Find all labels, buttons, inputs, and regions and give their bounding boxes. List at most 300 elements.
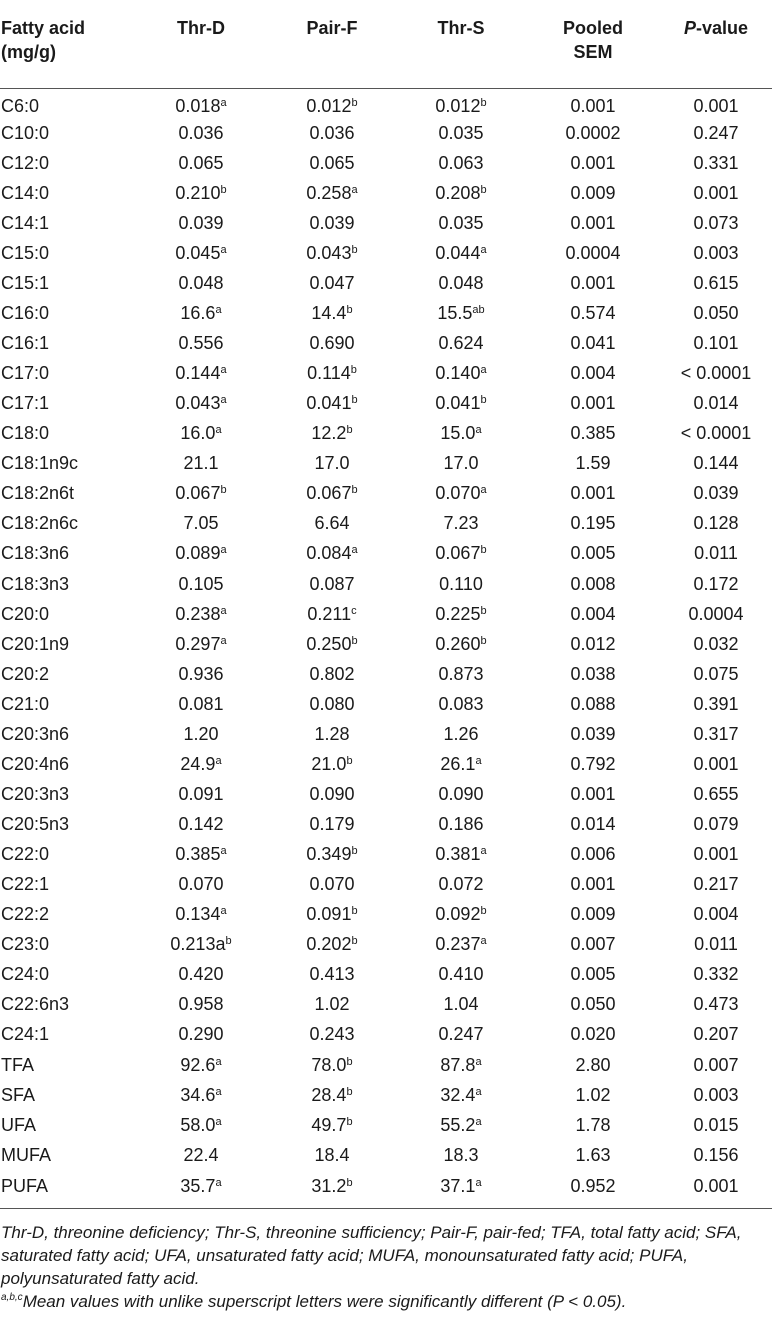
cell-thr-d xyxy=(134,779,268,809)
cell-pair-f-value: 0.114 xyxy=(307,363,351,384)
cell-thr-d-value: 0.089 xyxy=(175,543,221,564)
cell-p-value xyxy=(660,1050,772,1080)
cell-thr-d-value: 0.065 xyxy=(178,152,224,173)
cell-fatty-acid xyxy=(0,1080,134,1110)
cell-thr-s-value: 0.072 xyxy=(438,874,484,895)
cell-thr-d xyxy=(134,900,268,930)
cell-pooled-sem-value: 0.005 xyxy=(570,543,616,564)
cell-p-value xyxy=(660,479,772,509)
cell-pair-f xyxy=(268,840,396,870)
cell-p-value-value: 0.015 xyxy=(693,1114,739,1135)
cell-thr-s-value: 15.0 xyxy=(440,423,476,444)
cell-fatty-acid-value: SFA xyxy=(1,1084,36,1105)
cell-fatty-acid xyxy=(0,779,134,809)
table-row xyxy=(0,178,772,208)
cell-fatty-acid xyxy=(0,148,134,178)
cell-pooled-sem-value: 0.020 xyxy=(570,1024,616,1045)
cell-pooled-sem-value: 0.004 xyxy=(570,363,616,384)
cell-pooled-sem xyxy=(526,960,660,990)
cell-thr-s xyxy=(396,389,526,419)
cell-thr-d-value: 0.213a xyxy=(170,934,226,955)
table-row xyxy=(0,268,772,298)
cell-p-value-value: 0.001 xyxy=(693,1175,739,1196)
cell-thr-d-value: 58.0 xyxy=(180,1114,216,1135)
cell-fatty-acid xyxy=(0,479,134,509)
cell-thr-d xyxy=(134,449,268,479)
cell-p-value-value: 0.172 xyxy=(693,573,739,594)
cell-p-value xyxy=(660,1170,772,1208)
cell-p-value xyxy=(660,930,772,960)
cell-thr-d-value: 21.1 xyxy=(183,453,219,474)
cell-fatty-acid xyxy=(0,1020,134,1050)
cell-pair-f-value: 0.036 xyxy=(309,122,355,143)
cell-thr-s-value: 0.140 xyxy=(435,363,481,384)
superscript-letter: b xyxy=(346,754,353,767)
cell-p-value-value: 0.332 xyxy=(693,964,739,985)
cell-pooled-sem-value: 0.001 xyxy=(570,272,616,293)
cell-p-value xyxy=(660,1110,772,1140)
cell-p-value-value: 0.0004 xyxy=(688,603,744,624)
cell-fatty-acid-value: C22:2 xyxy=(1,904,50,925)
cell-fatty-acid xyxy=(0,629,134,659)
superscript-letter: b xyxy=(351,96,358,109)
cell-fatty-acid-value: C23:0 xyxy=(1,934,50,955)
superscript-letter: b xyxy=(346,424,353,437)
cell-fatty-acid-value: C17:0 xyxy=(1,363,50,384)
footnote-abbreviations: Thr-D, threonine deficiency; Thr-S, threonine sufficiency; Pair-F, pair-fed; TFA, total fatty acid; SFA, saturated fatty acid; UFA, unsaturated fatty acid; MUFA, monounsaturated fatty acid; PUFA, polyunsaturated fatty acid. xyxy=(1,1223,742,1289)
cell-thr-s-value: 17.0 xyxy=(443,453,479,474)
cell-pair-f-value: 0.091 xyxy=(306,904,352,925)
cell-p-value xyxy=(660,659,772,689)
cell-thr-d xyxy=(134,870,268,900)
cell-pair-f xyxy=(268,329,396,359)
cell-fatty-acid-value: C18:2n6c xyxy=(1,513,79,534)
cell-thr-d xyxy=(134,148,268,178)
cell-pair-f-value: 0.690 xyxy=(309,333,355,354)
table-row xyxy=(0,479,772,509)
cell-pair-f-value: 0.012 xyxy=(306,95,352,116)
cell-pooled-sem-value: 0.001 xyxy=(570,874,616,895)
cell-thr-s-value: 15.5 xyxy=(437,302,473,323)
cell-pooled-sem-value: 0.001 xyxy=(570,212,616,233)
table-row xyxy=(0,870,772,900)
cell-pooled-sem-value: 0.385 xyxy=(570,423,616,444)
cell-fatty-acid xyxy=(0,389,134,419)
cell-thr-d xyxy=(134,88,268,118)
cell-p-value xyxy=(660,389,772,419)
cell-thr-s xyxy=(396,900,526,930)
cell-fatty-acid-value: C18:3n3 xyxy=(1,573,70,594)
footnote-significance-text: Mean values with unlike superscript letters were significantly different (P < 0.05). xyxy=(22,1292,627,1312)
cell-thr-d xyxy=(134,298,268,328)
table-row xyxy=(0,659,772,689)
table-body xyxy=(0,88,772,1208)
cell-pooled-sem-value: 0.050 xyxy=(570,994,616,1015)
cell-pair-f xyxy=(268,870,396,900)
cell-fatty-acid xyxy=(0,1110,134,1140)
cell-thr-s xyxy=(396,719,526,749)
cell-pooled-sem-value: 2.80 xyxy=(575,1054,611,1075)
cell-p-value-value: 0.331 xyxy=(693,152,739,173)
superscript-letter: b xyxy=(480,604,487,617)
header-p-rest: -value xyxy=(695,18,749,38)
cell-p-value-value: 0.391 xyxy=(693,693,739,714)
cell-thr-s xyxy=(396,539,526,569)
cell-fatty-acid xyxy=(0,870,134,900)
table-row xyxy=(0,840,772,870)
cell-fatty-acid xyxy=(0,329,134,359)
cell-fatty-acid xyxy=(0,930,134,960)
cell-pair-f-value: 0.349 xyxy=(306,844,352,865)
superscript-letter: a xyxy=(215,1085,222,1098)
cell-p-value xyxy=(660,449,772,479)
superscript-letter: b xyxy=(351,484,358,497)
cell-fatty-acid-value: C20:0 xyxy=(1,603,50,624)
cell-pooled-sem xyxy=(526,569,660,599)
cell-thr-d xyxy=(134,569,268,599)
table-footnote xyxy=(0,1208,772,1313)
cell-pair-f xyxy=(268,389,396,419)
cell-pooled-sem xyxy=(526,749,660,779)
cell-p-value xyxy=(660,689,772,719)
cell-fatty-acid xyxy=(0,1170,134,1208)
cell-p-value xyxy=(660,900,772,930)
cell-pair-f xyxy=(268,990,396,1020)
cell-p-value-value: 0.011 xyxy=(694,934,738,955)
cell-fatty-acid xyxy=(0,689,134,719)
cell-thr-s-value: 0.110 xyxy=(439,573,483,594)
cell-p-value xyxy=(660,840,772,870)
cell-pooled-sem-value: 0.088 xyxy=(570,693,616,714)
header-p-italic: P xyxy=(683,18,696,38)
cell-fatty-acid-value: UFA xyxy=(1,1114,37,1135)
superscript-letter: b xyxy=(346,1055,353,1068)
superscript-letter: b xyxy=(346,1115,353,1128)
cell-fatty-acid-value: MUFA xyxy=(1,1144,52,1165)
cell-pair-f xyxy=(268,1050,396,1080)
cell-thr-s xyxy=(396,1110,526,1140)
cell-p-value-value: 0.615 xyxy=(693,272,739,293)
cell-thr-d xyxy=(134,419,268,449)
table-row xyxy=(0,1020,772,1050)
cell-thr-d-value: 0.018 xyxy=(175,95,221,116)
cell-p-value-value: 0.050 xyxy=(693,302,739,323)
superscript-letter: a xyxy=(220,905,227,918)
cell-fatty-acid xyxy=(0,810,134,840)
cell-pooled-sem-value: 0.0004 xyxy=(565,242,621,263)
cell-p-value xyxy=(660,569,772,599)
cell-thr-d-value: 0.091 xyxy=(178,783,224,804)
table-row xyxy=(0,1140,772,1170)
superscript-letter: b xyxy=(351,243,358,256)
cell-pair-f xyxy=(268,208,396,238)
cell-pooled-sem-value: 1.59 xyxy=(575,453,611,474)
table-row xyxy=(0,148,772,178)
cell-p-value xyxy=(660,870,772,900)
cell-thr-s xyxy=(396,960,526,990)
cell-thr-s xyxy=(396,419,526,449)
cell-pooled-sem-value: 0.001 xyxy=(570,152,616,173)
cell-fatty-acid-value: C20:4n6 xyxy=(1,753,70,774)
cell-thr-d xyxy=(134,659,268,689)
superscript-letter: a xyxy=(480,243,487,256)
cell-pair-f-value: 0.413 xyxy=(309,964,355,985)
cell-pooled-sem-value: 0.007 xyxy=(570,934,616,955)
cell-thr-d-value: 16.6 xyxy=(180,302,216,323)
cell-pair-f xyxy=(268,479,396,509)
cell-p-value xyxy=(660,749,772,779)
cell-p-value xyxy=(660,539,772,569)
cell-p-value-value: 0.001 xyxy=(693,182,739,203)
superscript-letter: ab xyxy=(472,303,485,316)
cell-p-value-value: 0.001 xyxy=(693,844,739,865)
cell-thr-s-value: 0.225 xyxy=(435,603,481,624)
cell-fatty-acid xyxy=(0,719,134,749)
cell-thr-d-value: 0.144 xyxy=(175,363,221,384)
cell-pooled-sem-value: 0.001 xyxy=(570,393,616,414)
cell-pair-f-value: 14.4 xyxy=(311,302,347,323)
cell-thr-s xyxy=(396,208,526,238)
cell-thr-s xyxy=(396,148,526,178)
cell-fatty-acid-value: C24:1 xyxy=(1,1024,50,1045)
cell-pair-f xyxy=(268,900,396,930)
cell-thr-d xyxy=(134,359,268,389)
cell-p-value-value: 0.101 xyxy=(693,333,739,354)
superscript-letter: a xyxy=(220,845,227,858)
cell-fatty-acid-value: C12:0 xyxy=(1,152,50,173)
cell-thr-d-value: 0.297 xyxy=(175,633,221,654)
cell-pair-f-value: 12.2 xyxy=(311,423,347,444)
cell-thr-s-value: 0.048 xyxy=(438,272,484,293)
cell-p-value-value: 0.001 xyxy=(693,95,739,116)
cell-p-value-value: 0.003 xyxy=(693,242,739,263)
cell-fatty-acid xyxy=(0,359,134,389)
table-row xyxy=(0,629,772,659)
cell-thr-d xyxy=(134,990,268,1020)
superscript-letter: b xyxy=(351,905,358,918)
cell-fatty-acid xyxy=(0,990,134,1020)
cell-thr-s xyxy=(396,449,526,479)
cell-thr-s-value: 0.260 xyxy=(435,633,481,654)
cell-pooled-sem xyxy=(526,1080,660,1110)
cell-thr-d xyxy=(134,599,268,629)
cell-pair-f xyxy=(268,629,396,659)
cell-thr-s-value: 0.381 xyxy=(435,844,481,865)
cell-pair-f-value: 21.0 xyxy=(311,753,347,774)
cell-fatty-acid xyxy=(0,749,134,779)
cell-pooled-sem xyxy=(526,719,660,749)
header-fatty-acid xyxy=(0,0,134,88)
table-row xyxy=(0,719,772,749)
cell-pooled-sem-value: 0.039 xyxy=(570,723,616,744)
cell-pooled-sem-value: 1.63 xyxy=(575,1144,611,1165)
cell-thr-s xyxy=(396,840,526,870)
superscript-letter: a xyxy=(475,1085,482,1098)
cell-pooled-sem-value: 0.014 xyxy=(570,814,616,835)
cell-thr-d xyxy=(134,930,268,960)
cell-fatty-acid-value: C16:1 xyxy=(1,333,50,354)
superscript-letter: a xyxy=(475,1055,482,1068)
table-row xyxy=(0,1170,772,1208)
cell-thr-d-value: 0.290 xyxy=(178,1024,224,1045)
cell-pooled-sem xyxy=(526,689,660,719)
cell-p-value-value: 0.473 xyxy=(693,994,739,1015)
cell-thr-s xyxy=(396,1050,526,1080)
cell-thr-s-value: 0.208 xyxy=(435,182,481,203)
superscript-letter: a xyxy=(351,183,358,196)
cell-fatty-acid-value: C22:1 xyxy=(1,874,50,895)
cell-thr-d-value: 92.6 xyxy=(180,1054,216,1075)
cell-pooled-sem xyxy=(526,1110,660,1140)
cell-thr-s-value: 1.04 xyxy=(443,994,479,1015)
cell-fatty-acid-value: C18:2n6t xyxy=(1,483,75,504)
cell-fatty-acid xyxy=(0,509,134,539)
cell-pair-f-value: 0.041 xyxy=(306,393,352,414)
table-row xyxy=(0,1080,772,1110)
cell-fatty-acid-value: C22:0 xyxy=(1,844,50,865)
cell-thr-d-value: 0.043 xyxy=(175,393,221,414)
cell-pair-f xyxy=(268,118,396,148)
superscript-letter: b xyxy=(480,905,487,918)
cell-pooled-sem xyxy=(526,810,660,840)
table-row xyxy=(0,419,772,449)
cell-p-value xyxy=(660,1020,772,1050)
cell-thr-d xyxy=(134,1170,268,1208)
cell-pair-f-value: 0.211 xyxy=(307,603,352,624)
cell-thr-s xyxy=(396,779,526,809)
cell-thr-s xyxy=(396,870,526,900)
cell-pair-f xyxy=(268,719,396,749)
superscript-letter: b xyxy=(220,183,227,196)
cell-pooled-sem xyxy=(526,148,660,178)
superscript-letter: a xyxy=(220,243,227,256)
cell-p-value-value: 0.075 xyxy=(693,663,739,684)
superscript-letter: a xyxy=(480,484,487,497)
cell-pair-f-value: 0.802 xyxy=(309,663,355,684)
header-p-value xyxy=(660,0,772,88)
table-row xyxy=(0,359,772,389)
superscript-letter: a xyxy=(351,544,358,557)
cell-p-value-value: 0.217 xyxy=(693,874,739,895)
cell-fatty-acid xyxy=(0,208,134,238)
table-row xyxy=(0,118,772,148)
superscript-letter: a xyxy=(215,1055,222,1068)
table-row xyxy=(0,960,772,990)
cell-p-value xyxy=(660,268,772,298)
cell-thr-d xyxy=(134,689,268,719)
cell-pair-f-value: 0.258 xyxy=(306,182,352,203)
cell-thr-d-value: 0.385 xyxy=(175,844,221,865)
cell-thr-s xyxy=(396,238,526,268)
cell-fatty-acid xyxy=(0,569,134,599)
cell-p-value-value: 0.317 xyxy=(693,723,739,744)
cell-thr-d xyxy=(134,539,268,569)
cell-fatty-acid-value: TFA xyxy=(1,1054,35,1075)
cell-thr-s-value: 0.083 xyxy=(438,693,484,714)
superscript-letter: b xyxy=(480,183,487,196)
superscript-letter: b xyxy=(351,935,358,948)
cell-p-value xyxy=(660,359,772,389)
cell-p-value xyxy=(660,178,772,208)
table-row xyxy=(0,449,772,479)
cell-p-value-value: 0.207 xyxy=(693,1024,739,1045)
cell-pooled-sem xyxy=(526,329,660,359)
cell-thr-d xyxy=(134,1140,268,1170)
cell-thr-s-value: 0.092 xyxy=(435,904,481,925)
cell-thr-d-value: 24.9 xyxy=(180,753,216,774)
cell-pooled-sem-value: 0.001 xyxy=(570,483,616,504)
footnote-superscript-marker: a,b,c xyxy=(1,1292,23,1304)
cell-pooled-sem xyxy=(526,629,660,659)
cell-p-value xyxy=(660,990,772,1020)
cell-p-value-value: 0.156 xyxy=(693,1144,739,1165)
cell-pooled-sem-value: 0.009 xyxy=(570,182,616,203)
cell-pooled-sem-value: 0.004 xyxy=(570,603,616,624)
cell-pair-f-value: 0.070 xyxy=(309,874,355,895)
cell-pooled-sem-value: 0.009 xyxy=(570,904,616,925)
superscript-letter: a xyxy=(215,1176,222,1189)
cell-thr-d-value: 0.958 xyxy=(178,994,224,1015)
cell-p-value-value: 0.004 xyxy=(693,904,739,925)
cell-pooled-sem-value: 1.02 xyxy=(575,1084,611,1105)
cell-thr-s xyxy=(396,88,526,118)
cell-thr-d xyxy=(134,1050,268,1080)
cell-fatty-acid-value: C18:1n9c xyxy=(1,453,79,474)
cell-fatty-acid xyxy=(0,118,134,148)
cell-pair-f xyxy=(268,88,396,118)
cell-thr-s-value: 0.237 xyxy=(435,934,481,955)
header-thr-d: Thr-D xyxy=(134,0,268,88)
cell-pooled-sem xyxy=(526,178,660,208)
cell-thr-d xyxy=(134,118,268,148)
superscript-letter: b xyxy=(346,1176,353,1189)
table-row xyxy=(0,689,772,719)
cell-fatty-acid-value: PUFA xyxy=(1,1175,49,1196)
cell-fatty-acid-value: C17:1 xyxy=(1,393,50,414)
table-row xyxy=(0,990,772,1020)
cell-thr-d xyxy=(134,629,268,659)
cell-thr-d-value: 35.7 xyxy=(180,1175,216,1196)
cell-thr-s xyxy=(396,990,526,1020)
cell-pooled-sem xyxy=(526,1170,660,1208)
cell-fatty-acid xyxy=(0,1050,134,1080)
cell-fatty-acid xyxy=(0,539,134,569)
cell-pair-f-value: 17.0 xyxy=(314,453,350,474)
cell-p-value-value: 0.039 xyxy=(693,483,739,504)
cell-pair-f-value: 0.179 xyxy=(309,814,355,835)
superscript-letter: b xyxy=(351,634,358,647)
cell-thr-s-value: 32.4 xyxy=(440,1084,476,1105)
cell-pair-f-value: 0.090 xyxy=(309,783,355,804)
cell-thr-d-value: 0.081 xyxy=(178,693,224,714)
cell-thr-d-value: 0.070 xyxy=(178,874,224,895)
cell-fatty-acid xyxy=(0,659,134,689)
cell-pair-f-value: 6.64 xyxy=(314,513,350,534)
cell-p-value-value: 0.247 xyxy=(693,122,739,143)
cell-pooled-sem xyxy=(526,208,660,238)
cell-p-value-value: 0.014 xyxy=(693,393,739,414)
superscript-letter: b xyxy=(480,544,487,557)
cell-fatty-acid-value: C15:1 xyxy=(1,272,50,293)
cell-pooled-sem xyxy=(526,990,660,1020)
cell-thr-d-value: 0.936 xyxy=(178,663,224,684)
cell-p-value xyxy=(660,148,772,178)
superscript-letter: a xyxy=(220,96,227,109)
cell-thr-s xyxy=(396,329,526,359)
cell-p-value xyxy=(660,118,772,148)
superscript-letter: b xyxy=(346,1085,353,1098)
cell-thr-s xyxy=(396,659,526,689)
